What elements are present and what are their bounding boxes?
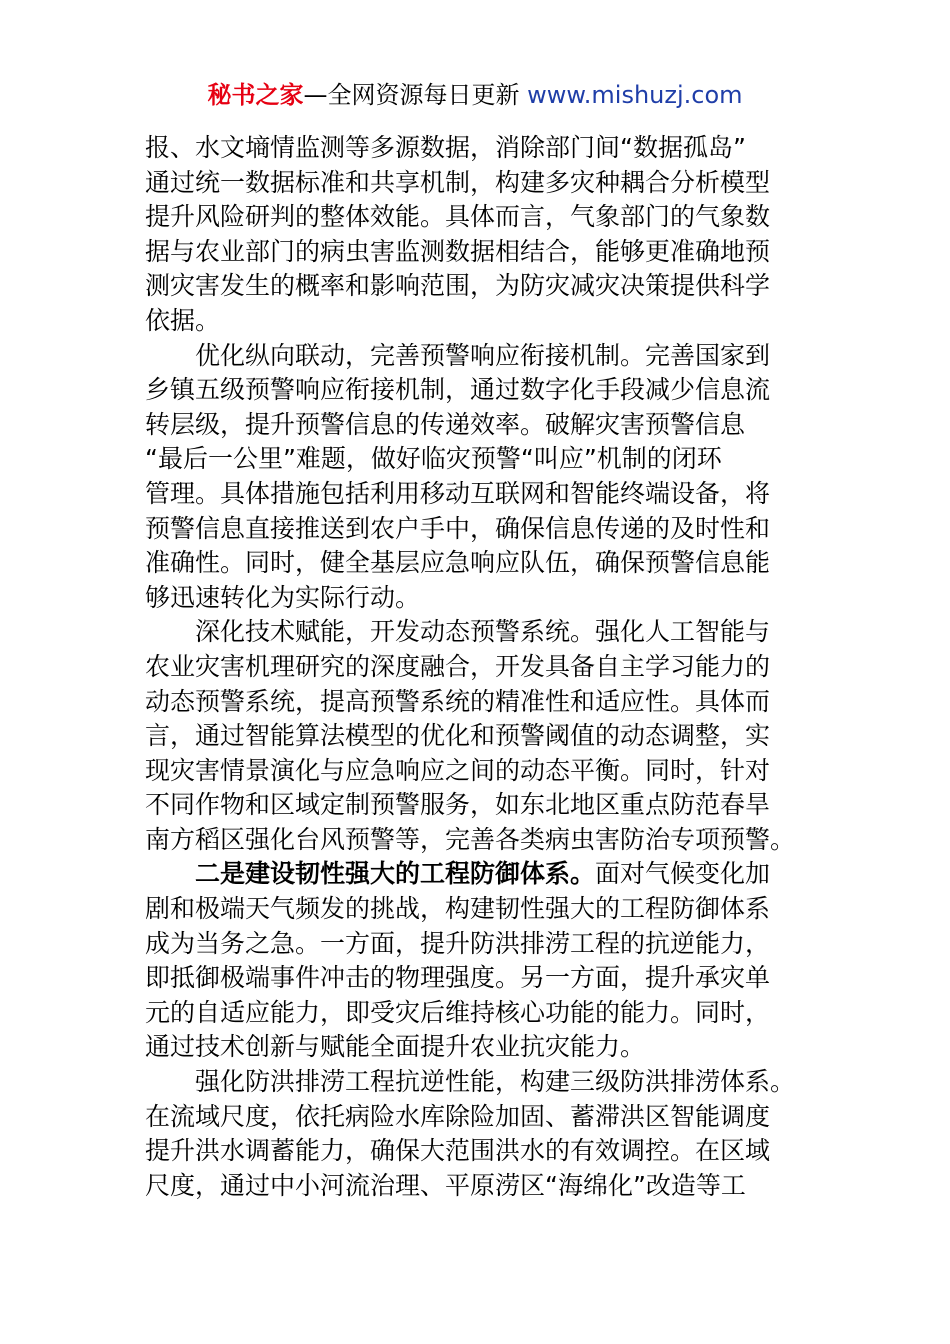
text-line: 不同作物和区域定制预警服务，如东北地区重点防范春旱 (145, 790, 771, 820)
text-line: 即抵御极端事件冲击的物理强度。另一方面，提升承灾单 (145, 963, 771, 993)
text-line: 尺度，通过中小河流治理、平原涝区“海绵化”改造等工 (145, 1170, 746, 1200)
text-line: 农业灾害机理研究的深度融合，开发具备自主学习能力的 (145, 651, 771, 681)
text-line: 报、水文墒情监测等多源数据，消除部门间“数据孤岛” (145, 133, 746, 162)
text-line: 管理。具体措施包括利用移动互联网和智能终端设备，将 (145, 478, 771, 508)
text-line: 南方稻区强化台风预警等，完善各类病虫害防治专项预警。 (145, 824, 796, 854)
text-line: 转层级，提升预警信息的传递效率。破解灾害预警信息 (145, 409, 746, 439)
text-line: 元的自适应能力，即受灾后维持核心功能的能力。同时， (145, 997, 771, 1027)
text-line: 够迅速转化为实际行动。 (145, 582, 421, 612)
text-line: 据与农业部门的病虫害监测数据相结合，能够更准确地预 (145, 236, 771, 266)
text-line: 通过技术创新与赋能全面提升农业抗灾能力。 (145, 1032, 646, 1062)
text-line: 提升洪水调蓄能力，确保大范围洪水的有效调控。在区域 (145, 1136, 771, 1166)
text-line: 言，通过智能算法模型的优化和预警阈值的动态调整，实 (145, 721, 771, 751)
text-line: 预警信息直接推送到农户手中，确保信息传递的及时性和 (145, 513, 771, 543)
header-tagline: —全网资源每日更新 (303, 81, 528, 109)
text-line: 通过统一数据标准和共享机制，构建多灾种耦合分析模型 (145, 167, 771, 197)
text-line: 剧和极端天气频发的挑战，构建韧性强大的工程防御体系 (145, 894, 771, 924)
text-line: 测灾害发生的概率和影响范围，为防灾减灾决策提供科学 (145, 271, 771, 301)
text-line: 依据。 (145, 305, 221, 335)
text-line: 现灾害情景演化与应急响应之间的动态平衡。同时，针对 (145, 755, 771, 785)
paragraph-first-line: 强化防洪排涝工程抗逆性能，构建三级防洪排涝体系。 (195, 1067, 796, 1097)
text-line: 在流域尺度，依托病险水库除险加固、蓄滞洪区智能调度 (145, 1101, 771, 1131)
text-line: “最后一公里”难题，做好临灾预警“叫应”机制的闭环 (145, 444, 722, 474)
website-link[interactable]: www.mishuzj.com (527, 81, 743, 109)
text-line: 准确性。同时，健全基层应急响应队伍，确保预警信息能 (145, 548, 771, 578)
paragraph-first-line: 深化技术赋能，开发动态预警系统。强化人工智能与 (195, 617, 771, 647)
paragraph-first-line: 优化纵向联动，完善预警响应衔接机制。完善国家到 (195, 340, 771, 370)
section-heading: 二是建设韧性强大的工程防御体系。 (195, 859, 596, 889)
text-line: 提升风险研判的整体效能。具体而言，气象部门的气象数 (145, 202, 771, 232)
brand-name: 秘书之家 (207, 81, 304, 109)
text-line: 动态预警系统，提高预警系统的精准性和适应性。具体而 (145, 686, 771, 716)
paragraph-first-line: 二是建设韧性强大的工程防御体系。面对气候变化加 (195, 859, 771, 889)
page-header (0, 78, 950, 112)
document-body (145, 131, 807, 1203)
text-line: 乡镇五级预警响应衔接机制，通过数字化手段减少信息流 (145, 375, 771, 405)
text-line: 成为当务之急。一方面，提升防洪排涝工程的抗逆能力， (145, 928, 771, 958)
